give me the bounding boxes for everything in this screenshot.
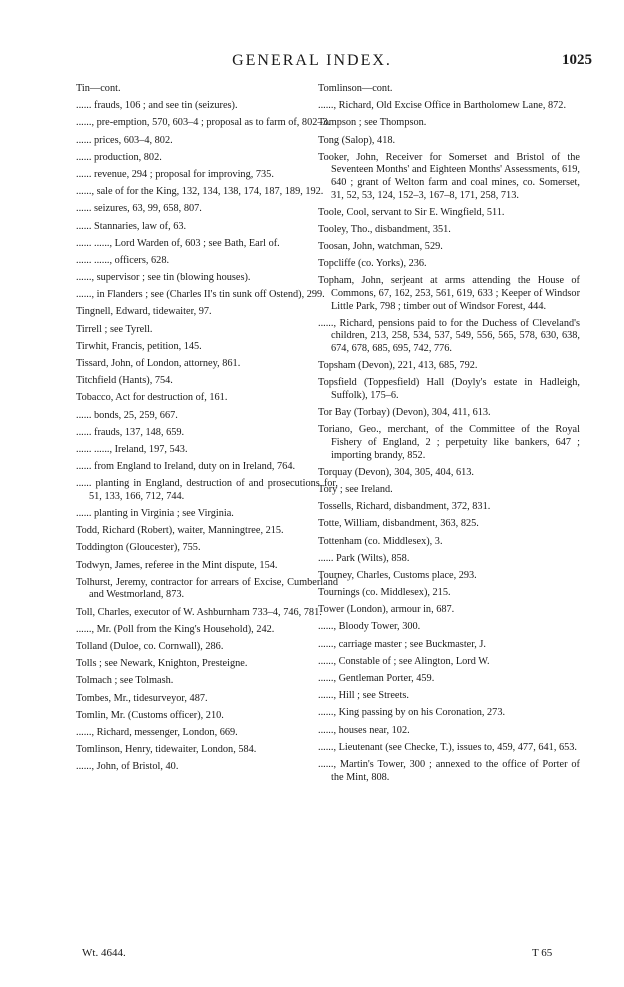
index-entry: ......, pre-emption, 570, 603–4 ; proposal as to farm of, 802–3. [76,117,331,129]
index-entry: ......, Mr. (Poll from the King's Household), 242. [76,623,275,635]
index-entry: ...... ......, Ireland, 197, 543. [76,443,188,455]
index-entry: Tong (Salop), 418. [318,134,396,146]
index-entry: Todwyn, James, referee in the Mint dispute, 154. [76,559,278,571]
index-entry: Titchfield (Hants), 754. [76,375,173,387]
index-entry: Tooley, Tho., disbandment, 351. [318,223,451,235]
running-title: GENERAL INDEX. [232,52,392,69]
index-entry: Tolhurst, Jeremy, contractor for arrears of Excise, Cumberland and Westmorland, 873. [76,576,338,601]
index-entry: Tottenham (co. Middlesex), 3. [318,535,443,547]
index-entry: Tobacco, Act for destruction of, 161. [76,392,228,404]
index-entry: ......, Martin's Tower, 300 ; annexed to the office of Porter of the Mint, 808. [318,758,580,783]
index-entry: Todd, Richard (Robert), waiter, Manningtree, 215. [76,525,284,537]
index-entry: ......, carriage master ; see Buckmaster, J. [318,638,486,650]
index-entry: ...... bonds, 25, 259, 667. [76,409,178,421]
index-entry: Tory ; see Ireland. [318,483,393,495]
index-entry: Tomlinson—cont. [318,83,393,94]
index-entry: ...... revenue, 294 ; proposal for improving, 735. [76,168,274,180]
index-entry: ...... production, 802. [76,151,162,163]
index-entry: ......, John, of Bristol, 40. [76,761,179,773]
index-entry: ......, Richard, messenger, London, 669. [76,726,238,738]
index-entry: Toriano, Geo., merchant, of the Committee of the Royal Fishery of England, 2 ; perpetuity like bankers, 647 ; importing brandy, 852. [318,424,580,461]
index-entry: Toll, Charles, executor of W. Ashburnham 733–4, 746, 781. [76,606,322,618]
index-entry: ...... planting in England, destruction of and prosecutions for, 51, 133, 166, 712, 744. [76,478,338,502]
page-number: 1025 [562,52,592,68]
index-entry: ...... frauds, 137, 148, 659. [76,426,185,438]
index-entry: Tourney, Charles, Customs place, 293. [318,569,477,581]
index-entry: Topsfield (Toppesfield) Hall (Doyly's estate in Hadleigh, Suffolk), 175–6. [318,377,580,401]
index-entry: Tossells, Richard, disbandment, 372, 831. [318,501,491,513]
index-entry: Tombes, Mr., tidesurveyor, 487. [76,692,208,704]
index-entry: Tirwhit, Francis, petition, 145. [76,340,202,352]
index-entry: ......, Constable of ; see Alington, Lord W. [318,655,490,667]
page-header [0,52,624,76]
index-entry: Tournings (co. Middlesex), 215. [318,587,451,599]
index-entry: ......, Lieutenant (see Checke, T.), issues to, 459, 477, 641, 653. [318,741,577,753]
index-entry: Torquay (Devon), 304, 305, 404, 613. [318,466,474,478]
page-footer [0,947,624,963]
index-entry: Tolland (Duloe, co. Cornwall), 286. [76,641,224,652]
index-entry: Toddington (Gloucester), 755. [76,542,201,554]
index-column-left [76,83,338,779]
index-entry: ...... Stannaries, law of, 63. [76,220,187,232]
index-entry: Toosan, John, watchman, 529. [318,241,443,253]
index-entry: Tissard, John, of London, attorney, 861. [76,358,241,369]
index-entry: Tin—cont. [76,83,121,94]
index-entry: Tomlin, Mr. (Customs officer), 210. [76,709,224,721]
index-entry: ......, Gentleman Porter, 459. [318,673,435,684]
index-entry: ......, King passing by on his Coronation, 273. [318,707,506,719]
print-code: Wt. 4644. [82,947,126,959]
index-entry: Toole, Cool, servant to Sir E. Wingfield, 511. [318,206,505,218]
index-entry: Tower (London), armour in, 687. [318,604,455,616]
index-entry: ...... planting in Virginia ; see Virginia. [76,508,234,520]
index-entry: Tomlinson, Henry, tidewaiter, London, 584. [76,744,257,756]
index-column-right [318,83,580,789]
index-entry: Tompson ; see Thompson. [318,117,427,129]
index-entry: Tolls ; see Newark, Knighton, Presteigne. [76,658,248,670]
index-entry: ......, Bloody Tower, 300. [318,621,421,633]
index-entry: ...... frauds, 106 ; and see tin (seizures). [76,100,238,112]
index-entry: Tor Bay (Torbay) (Devon), 304, 411, 613. [318,407,491,419]
index-entry: ...... Park (Wilts), 858. [318,552,410,564]
index-entry: Topham, John, serjeant at arms attending the House of Commons, 67, 162, 253, 561, 619, 633 ; Keeper of Windsor Little Park, 798 ; timber out of Windsor Forest, 444. [318,275,580,312]
index-entry: ......, in Flanders ; see (Charles II's tin sunk off Ostend), 299. [76,289,325,301]
index-entry: ......, sale of for the King, 132, 134, 138, 174, 187, 189, 192. [76,186,324,198]
index-entry: Tooker, John, Receiver for Somerset and Bristol of the Seventeen Months' and Eighteen Months' Assessments, 619, 640 ; grant of Welton farm and coal mines, co. Somerset, 31, 52, 53, 124, 152–3, 167–8, 171, 258, 713. [318,151,580,201]
index-entry: ...... ......, Lord Warden of, 603 ; see Bath, Earl of. [76,237,280,249]
index-entry: ...... seizures, 63, 99, 658, 807. [76,203,202,215]
index-entry: Tirrell ; see Tyrell. [76,323,153,335]
index-entry: ......, Hill ; see Streets. [318,690,409,702]
index-entry: ...... from England to Ireland, duty on in Ireland, 764. [76,461,296,473]
index-entry: Totte, William, disbandment, 363, 825. [318,518,479,530]
index-entry: ......, houses near, 102. [318,724,410,736]
index-entry: ......, supervisor ; see tin (blowing houses). [76,272,251,284]
index-entry: Tolmach ; see Tolmash. [76,675,174,687]
index-entry: ......, Richard, pensions paid to for the Duchess of Cleveland's children, 213, 258, 534, 537, 549, 556, 565, 578, 630, 638, 674, 678, 685, 695, 742, 776. [318,317,580,355]
index-entry: ...... ......, officers, 628. [76,254,170,266]
index-entry: Topcliffe (co. Yorks), 236. [318,258,427,270]
signature-mark: T 65 [532,947,553,959]
index-entry: Topsham (Devon), 221, 413, 685, 792. [318,360,478,372]
index-entry: ......, Richard, Old Excise Office in Bartholomew Lane, 872. [318,100,567,112]
index-entry: ...... prices, 603–4, 802. [76,134,173,146]
index-entry: Tingnell, Edward, tidewaiter, 97. [76,306,212,318]
